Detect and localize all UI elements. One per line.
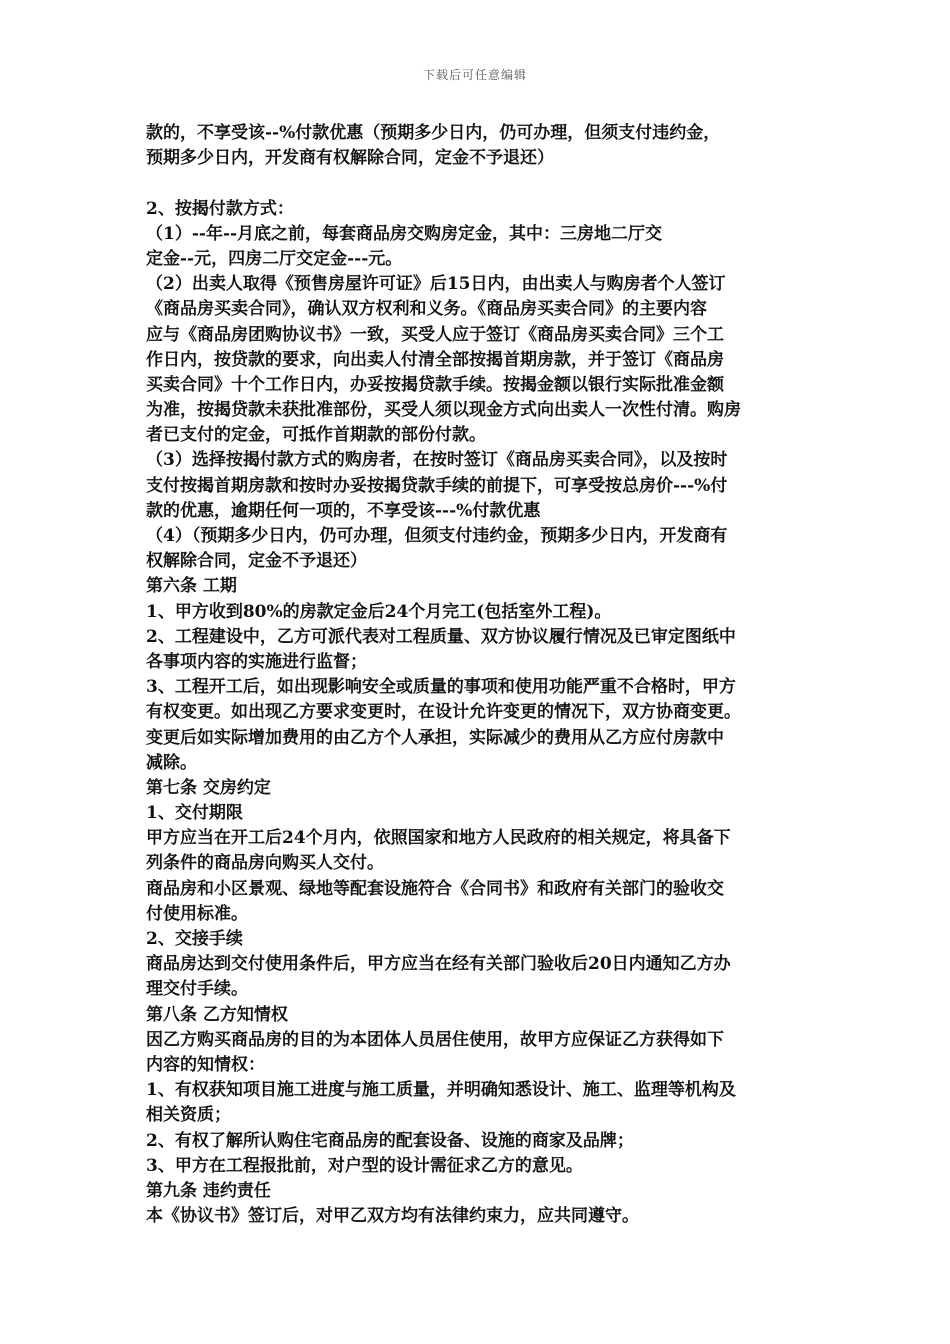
text-line: 3、工程开工后，如出现影响安全或质量的事项和使用功能严重不合格时，甲方	[146, 677, 736, 698]
text-line: 商品房和小区景观、绿地等配套设施符合《合同书》和政府有关部门的验收交	[146, 878, 724, 899]
text-line: 买卖合同》十个工作日内，办妥按揭贷款手续。按揭金额以银行实际批准金额	[146, 374, 724, 395]
text-line: （2）出卖人取得《预售房屋许可证》后15日内，由出卖人与购房者个人签订	[146, 274, 726, 295]
text-line: 变更后如实际增加费用的由乙方个人承担，实际减少的费用从乙方应付房款中	[146, 727, 724, 748]
text-line: 者已支付的定金，可抵作首期款的部份付款。	[146, 425, 486, 446]
text-line: 内容的知情权：	[146, 1054, 265, 1075]
blank-line	[146, 171, 826, 196]
text-line: 权解除合同，定金不予退还）	[146, 551, 367, 572]
text-line: 本《协议书》签订后，对甲乙双方均有法律约束力，应共同遵守。	[146, 1206, 639, 1227]
text-line: 商品房达到交付使用条件后，甲方应当在经有关部门验收后20日内通知乙方办	[146, 954, 731, 975]
text-line: 付使用标准。	[146, 903, 248, 924]
text-line: 理交付手续。	[146, 979, 248, 1000]
text-line: 1、有权获知项目施工进度与施工质量，并明确知悉设计、施工、监理等机构及	[146, 1080, 736, 1101]
text-line: 预期多少日内，开发商有权解除合同，定金不予退还）	[146, 148, 554, 169]
page-header-caption: 下载后可任意编辑	[422, 68, 527, 82]
text-line: 减除。	[146, 752, 197, 773]
article-heading: 第八条 乙方知情权	[146, 1004, 288, 1025]
text-line: 2、工程建设中，乙方可派代表对工程质量、双方协议履行情况及已审定图纸中	[146, 626, 736, 647]
text-line: 定金--元，四房二厅交定金---元。	[146, 248, 403, 269]
text-line: 列条件的商品房向购买人交付。	[146, 853, 384, 874]
text-line: 2、交接手续	[146, 929, 243, 949]
text-line: （4）（预期多少日内，仍可办理，但须支付违约金，预期多少日内，开发商有	[146, 526, 728, 546]
text-line: 各事项内容的实施进行监督；	[146, 651, 367, 672]
text-line: 应与《商品房团购协议书》一致，买受人应于签订《商品房买卖合同》三个工	[146, 324, 724, 345]
text-line: 1、甲方收到80%的房款定金后24个月完工(包括室外工程)。	[146, 601, 612, 622]
text-line: 甲方应当在开工后24个月内，依照国家和地方人民政府的相关规定，将具备下	[146, 828, 731, 849]
text-line: 3、甲方在工程报批前，对户型的设计需征求乙方的意见。	[146, 1155, 583, 1176]
text-line: 款的优惠，逾期任何一项的，不享受该---%付款优惠	[146, 500, 541, 521]
article-heading: 第六条 工期	[146, 576, 237, 597]
article-heading: 第七条 交房约定	[146, 777, 271, 798]
text-line: 有权变更。如出现乙方要求变更时，在设计允许变更的情况下，双方协商变更。	[146, 702, 741, 723]
article-heading: 第九条 违约责任	[146, 1180, 271, 1201]
text-line: 相关资质；	[146, 1105, 231, 1126]
text-line: 款的，不享受该--%付款优惠（预期多少日内，仍可办理，但须支付违约金，	[146, 123, 721, 143]
text-line: 1、交付期限	[146, 803, 243, 824]
text-line: 《商品房买卖合同》，确认双方权利和义务。《商品房买卖合同》的主要内容	[146, 299, 707, 320]
text-line: 支付按揭首期房款和按时办妥按揭贷款手续的前提下，可享受按总房价---%付	[146, 475, 728, 496]
document-body	[146, 121, 826, 1229]
text-line: （3）选择按揭付款方式的购房者，在按时签订《商品房买卖合同》，以及按时	[146, 450, 728, 471]
text-line: 因乙方购买商品房的目的为本团体人员居住使用，故甲方应保证乙方获得如下	[146, 1029, 724, 1050]
section-heading: 2、按揭付款方式：	[146, 198, 294, 219]
text-line: 为准，按揭贷款未获批准部份，买受人须以现金方式向出卖人一次性付清。购房	[146, 400, 741, 421]
text-line: （1）--年--月底之前，每套商品房交购房定金，其中：三房地二厅交	[146, 223, 663, 244]
text-line: 作日内，按贷款的要求，向出卖人付清全部按揭首期房款，并于签订《商品房	[146, 349, 724, 370]
text-line: 2、有权了解所认购住宅商品房的配套设备、设施的商家及品牌；	[146, 1130, 634, 1151]
